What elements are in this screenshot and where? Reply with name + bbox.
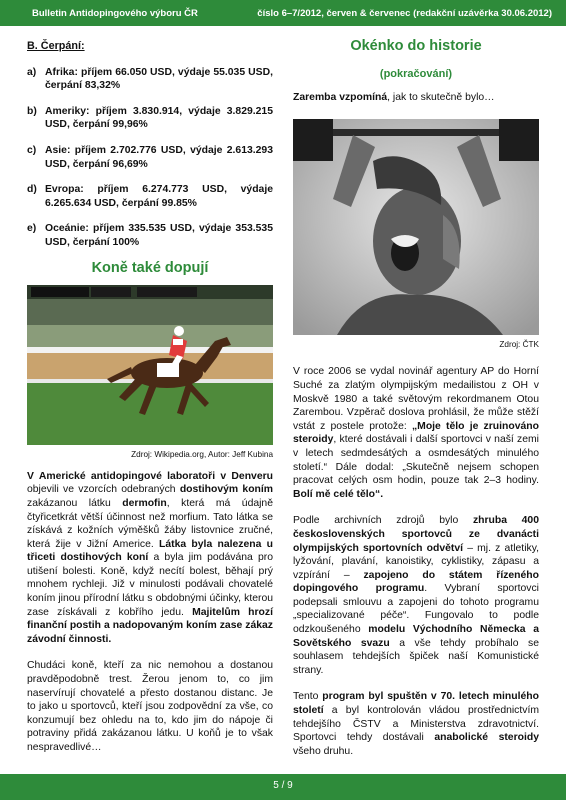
item-label: e) bbox=[27, 223, 37, 235]
text-run: „Moje tělo je zruinováno steroidy bbox=[293, 420, 539, 446]
item-text: Evropa: příjem 6.274.773 USD, výdaje 6.265.634 USD, čerpání 99.85% bbox=[45, 184, 273, 209]
text-run: anabolické steroidy bbox=[434, 732, 539, 744]
page-header bbox=[0, 0, 566, 26]
item-text: Ameriky: příjem 3.830.914, výdaje 3.829.215 USD, čerpání 99,96% bbox=[45, 105, 273, 131]
list-item bbox=[27, 183, 273, 210]
history-paragraph-3 bbox=[293, 690, 539, 758]
text-run: – mj. z atletiky, lyžování, plavání, kanoistiky, cyklistiky, zápasu a vzpírání – bbox=[293, 542, 540, 581]
list-item bbox=[27, 222, 273, 249]
text-run: , která má údajně čtyřicetkrát větší účinnost než morfium. Tato látka se získává z kožních výměšků žáby listovnice zručné, která žije v Jižní Americe. bbox=[27, 497, 273, 550]
horse-commentary: Chudáci koně, kteří za nic nemohou a dostanou pravděpodobně trest. Žerou jenom to, co jim naservírují chovatelé a přesto dostanou distanc. Je to jako u sportovců, kteří jsou zodpovědní za vše, co konzumují bez ohledu na to, kdo jim do nápoje či potraviny přidá zakázanou látku. U koňů je to však nespravedlivé… bbox=[27, 660, 273, 753]
text-run: Podle archivních zdrojů bylo bbox=[293, 515, 473, 527]
history-heading: Okénko do historie bbox=[350, 38, 482, 54]
text-run: zakázanou látku bbox=[27, 497, 123, 509]
page-number: 5 / 9 bbox=[273, 780, 293, 791]
text-run: všeho druhu. bbox=[293, 745, 354, 757]
text-run: Bolí mě celé tělo“. bbox=[293, 488, 384, 500]
page-footer bbox=[0, 774, 566, 800]
history-intro bbox=[293, 91, 539, 105]
history-paragraph-2 bbox=[293, 514, 539, 677]
item-label: d) bbox=[27, 184, 37, 196]
text-run: a vše tehdy probíhalo se souhlasem tehdejších špiček naší Komunistické strany. bbox=[293, 637, 540, 676]
text-run: , které dostávali i další sportovci v naší zemi v letech sedmdesátých a osmdesátých minulého století.“ Dále dodal: „Skutečně nejsem schopen pracovat celých osm hodin, pouze tak 2–3 hodiny. bbox=[293, 434, 539, 487]
item-label: b) bbox=[27, 105, 37, 117]
horse-paragraph bbox=[27, 470, 273, 647]
text-run: zapojeno do státem řízeného dopingového programu bbox=[293, 569, 539, 595]
zaremba-photo bbox=[293, 119, 539, 335]
left-column bbox=[27, 40, 273, 755]
item-label: a) bbox=[27, 66, 37, 78]
text-run: Látka byla nalezena u třiceti dostihových koní bbox=[27, 538, 273, 564]
spending-list bbox=[27, 66, 273, 250]
text-run: modelu Východního Německa a Sovětského svazu bbox=[293, 624, 540, 649]
horse-heading: Koně také dopují bbox=[91, 259, 209, 276]
list-item bbox=[27, 144, 273, 171]
section-title: B. Čerpání: bbox=[27, 40, 85, 52]
text-run: , jak to skutečně bylo… bbox=[387, 92, 495, 104]
text-run: Zaremba vzpomíná bbox=[293, 92, 388, 104]
item-text: Afrika: příjem 66.050 USD, výdaje 55.035 USD, čerpání 83,32% bbox=[45, 66, 273, 92]
text-run: dostihovým koním bbox=[179, 484, 274, 496]
item-text: Oceánie: příjem 335.535 USD, výdaje 353.535 USD, čerpání 100% bbox=[45, 223, 273, 248]
text-run: program byl spuštěn v 70. letech minulého století bbox=[293, 691, 539, 717]
item-text: Asie: příjem 2.702.776 USD, výdaje 2.613.293 USD, čerpání 96,69% bbox=[45, 144, 273, 170]
horse-race-image bbox=[27, 285, 273, 445]
history-subheading: (pokračování) bbox=[379, 67, 453, 80]
text-run: . Vybraní sportovci podepsali smlouvu a zapojeni do tohoto programu „specializované péče“. Fungovalo to podle odzkoušeného bbox=[293, 583, 539, 636]
text-run: a byla jim podávána pro utišení bolesti. Koně, když necítí bolest, běhají prý mnohem rychleji. Již v minulosti podávali chovatelé koním jinou přírodní látku s obdobnými účinky, kterou zase získávali z kobřího jedu. bbox=[27, 552, 273, 618]
weightlifter-image bbox=[293, 119, 539, 335]
list-item bbox=[27, 105, 273, 132]
bulletin-title: Bulletin Antidopingového výboru ČR bbox=[32, 8, 198, 19]
text-run: Majitelům hrozí finanční postih a nadopovaným koním zase zákaz závodní činnosti. bbox=[27, 606, 273, 645]
text-run: zhruba 400 československých sportovců ze dvanácti olympijských sportovních odvětví bbox=[293, 515, 539, 554]
text-run: objevili ve vzorcích odebraných bbox=[27, 484, 180, 496]
right-column bbox=[293, 40, 539, 758]
text-run: V Americké antidopingové laboratoři v Denveru bbox=[27, 470, 273, 482]
text-run: V roce 2006 se vydal novinář agentury AP do Horní Suché za zlatým olympijským medailistou z OH v Moskvě 1980 a také světovým rekordmanem Otou Zarembou. Vzpěrač doslova prohlásil, že může stěží vstát z postele protože: bbox=[293, 366, 539, 432]
photo-credit: Zdroj: ČTK bbox=[499, 339, 539, 349]
text-run: dermofin bbox=[122, 497, 167, 509]
horse-photo bbox=[27, 285, 273, 445]
list-item bbox=[27, 66, 273, 93]
item-label: c) bbox=[27, 144, 37, 156]
photo-credit: Zdroj: Wikipedia.org, Autor: Jeff Kubina bbox=[131, 450, 273, 460]
text-run: a byl kontrolován vládou prostřednictvím tehdejšího ČSTV a Ministerstva zdravotnictví. Sportovci tehdy dostávali bbox=[293, 705, 539, 744]
text-run: Tento bbox=[293, 691, 323, 703]
issue-info: číslo 6–7/2012, červen & červenec (redakční uzávěrka 30.06.2012) bbox=[257, 8, 552, 19]
history-paragraph-1 bbox=[293, 365, 539, 501]
